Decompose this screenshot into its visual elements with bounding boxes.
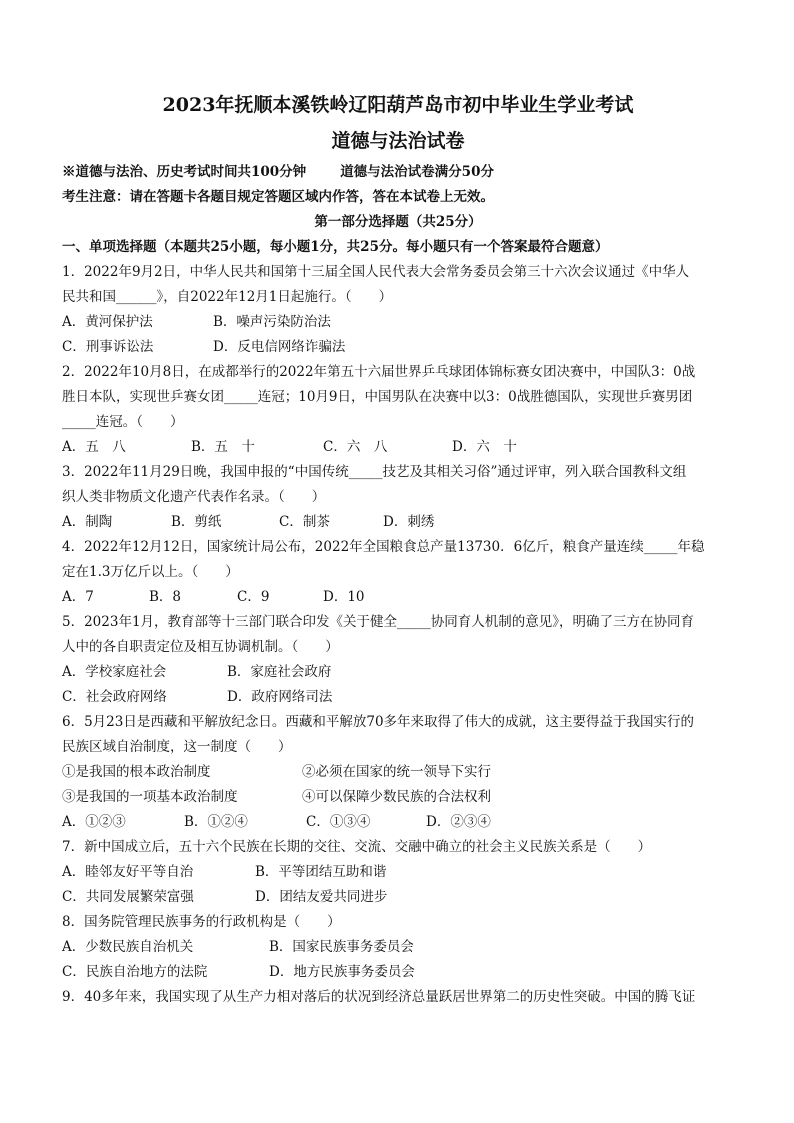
option-b: B．①②④: [184, 814, 248, 830]
option-a: A．7: [62, 589, 94, 605]
question-6: [62, 710, 734, 835]
option-b: B．国家民族事务委员会: [269, 939, 414, 955]
question-text: 1．2022年9月2日，中华人民共和国第十三届全国人民代表大会常务委员会第三十六次会议通过《中华人: [62, 264, 690, 280]
exam-page: [62, 92, 734, 1010]
question-text: 6．5月23日是西藏和平解放纪念日。西藏和平解放70多年来取得了伟大的成就，这主要得益于我国实行的: [62, 714, 695, 730]
option-row: [62, 685, 734, 710]
question-text: 人中的各自职责定位及相互协调机制。（ ）: [62, 639, 339, 655]
question-text: 8．国务院管理民族事务的行政机构是（ ）: [62, 914, 341, 930]
option-a: A．睦邻友好平等自治: [62, 864, 194, 880]
option-d: D．刺绣: [383, 514, 435, 530]
exam-title: 2023年抚顺本溪铁岭辽阳葫芦岛市初中毕业生学业考试: [162, 94, 634, 116]
option-row: [62, 810, 734, 835]
question-4: [62, 535, 734, 610]
option-row: [62, 585, 734, 610]
question-9: [62, 985, 734, 1010]
option-c: C．六 八: [323, 439, 388, 455]
exam-time-note: ※道德与法治、历史考试时间共100分钟: [62, 164, 307, 180]
option-row: [62, 935, 734, 960]
statement-4: ④可以保障少数民族的合法权利: [302, 789, 491, 805]
option-b: B．平等团结互助和谐: [255, 864, 387, 880]
question-text: 4．2022年12月12日，国家统计局公布，2022年全国粮食总产量13730．6亿斤，粮食产量连续_____年稳: [62, 539, 705, 555]
option-row: [62, 510, 734, 535]
question-text: 9．40多年来，我国实现了从生产力相对落后的状况到经济总量跃居世界第二的历史性突破。中国的腾飞证: [62, 989, 696, 1005]
exam-score-note: 道德与法治试卷满分50分: [340, 164, 494, 180]
option-d: D．②③④: [426, 814, 491, 830]
option-c: C．刑事诉讼法: [62, 339, 154, 355]
question-8: [62, 910, 734, 985]
question-2: [62, 360, 734, 460]
option-a: A．五 八: [62, 439, 126, 455]
option-c: C．制茶: [279, 514, 330, 530]
question-text: 3．2022年11月29日晚，我国申报的“中国传统_____技艺及其相关习俗”通过评审，列入联合国教科文组: [62, 464, 687, 480]
option-b: B．8: [149, 589, 182, 605]
option-row: [62, 435, 734, 460]
option-row: [62, 660, 734, 685]
section-title: 一、单项选择题（本题共25小题，每小题1分，共25分。每小题只有一个答案最符合题意）: [62, 239, 609, 255]
option-b: B．剪纸: [171, 514, 222, 530]
statement-3: ③是我国的一项基本政治制度: [62, 789, 238, 805]
option-c: C．民族自治地方的法院: [62, 964, 208, 980]
option-c: C．共同发展繁荣富强: [62, 889, 194, 905]
question-text: 民族区域自治制度，这一制度（ ）: [62, 739, 292, 755]
question-1: [62, 260, 734, 360]
part1-heading: 第一部分选择题（共25分）: [314, 214, 482, 230]
option-a: A．少数民族自治机关: [62, 939, 194, 955]
option-a: A．黄河保护法: [62, 314, 153, 330]
exam-note-line: [62, 160, 734, 185]
option-a: A．学校家庭社会: [62, 664, 167, 680]
option-d: D．10: [323, 589, 365, 605]
exam-subtitle: 道德与法治试卷: [331, 130, 465, 152]
option-c: C．9: [237, 589, 270, 605]
option-d: D．反电信网络诈骗法: [213, 339, 346, 355]
option-row: [62, 860, 734, 885]
question-text: 7．新中国成立后，五十六个民族在长期的交往、交流、交融中确立的社会主义民族关系是（ ）: [62, 839, 652, 855]
statement-1: ①是我国的根本政治制度: [62, 764, 211, 780]
option-b: B．五 十: [191, 439, 255, 455]
statement-2: ②必须在国家的统一领导下实行: [302, 764, 491, 780]
statement-row: [62, 760, 734, 785]
exam-notice: 考生注意：请在答题卡各题目规定答题区域内作答，答在本试卷上无效。: [62, 189, 494, 205]
option-a: A．制陶: [62, 514, 113, 530]
question-text: 织人类非物质文化遗产代表作名录。（ ）: [62, 489, 326, 505]
question-text: 5．2023年1月，教育部等十三部门联合印发《关于健全_____协同育人机制的意见》，明确了三方在协同育: [62, 614, 695, 630]
option-c: C．①③④: [306, 814, 371, 830]
question-text: 定在1.3万亿斤以上。（ ）: [62, 564, 239, 580]
question-text: 民共和国______》，自2022年12月1日起施行。（ ）: [62, 289, 393, 305]
option-row: [62, 885, 734, 910]
option-d: D．团结友爱共同进步: [255, 889, 388, 905]
option-row: [62, 335, 734, 360]
question-text: _____连冠。（ ）: [62, 414, 184, 430]
option-a: A．①②③: [62, 814, 126, 830]
option-row: [62, 960, 734, 985]
option-c: C．社会政府网络: [62, 689, 167, 705]
option-b: B．噪声污染防治法: [213, 314, 331, 330]
option-d: D．地方民族事务委员会: [269, 964, 415, 980]
question-5: [62, 610, 734, 710]
option-b: B．家庭社会政府: [227, 664, 332, 680]
question-text: 2．2022年10月8日，在成都举行的2022年第五十六届世界乒乓球团体锦标赛女团决赛中，中国队3：0战: [62, 364, 696, 380]
question-text: 胜日本队，实现世乒赛女团_____连冠；10月9日，中国男队在决赛中以3：0战胜德国队，实现世乒赛男团: [62, 389, 693, 405]
question-7: [62, 835, 734, 910]
option-d: D．政府网络司法: [227, 689, 333, 705]
question-3: [62, 460, 734, 535]
option-row: [62, 310, 734, 335]
statement-row: [62, 785, 734, 810]
option-d: D．六 十: [452, 439, 517, 455]
